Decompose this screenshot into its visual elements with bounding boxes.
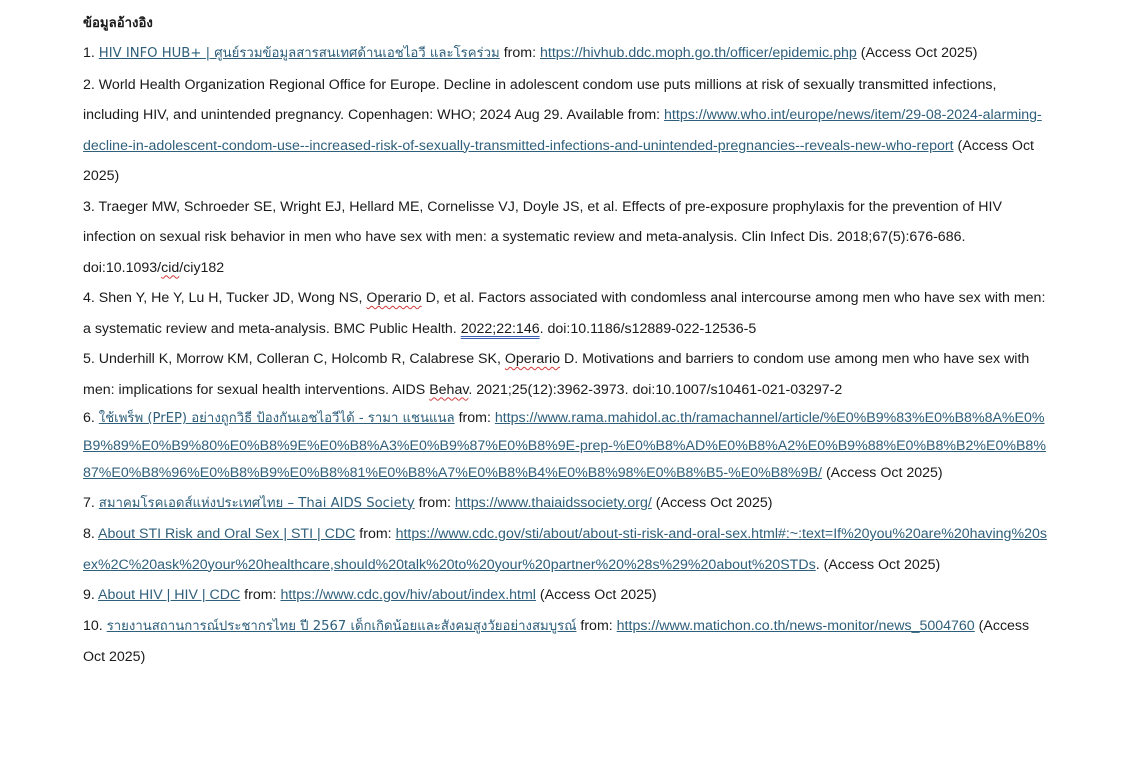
reference-title-link[interactable]: About HIV | HIV | CDC	[98, 587, 241, 603]
reference-item-1	[83, 38, 1048, 70]
reference-item-2	[83, 70, 1048, 192]
reference-url-link[interactable]: https://www.matichon.co.th/news-monitor/news_5004760	[616, 617, 975, 634]
reference-title-link[interactable]: ใช้เพร็พ (PrEP) อย่างถูกวิธี ป้องกันเอชไอวีได้ - รามา แชนแนล	[98, 411, 455, 426]
reference-item-9	[83, 580, 1048, 611]
access-note: (Access Oct 2025)	[83, 617, 1030, 665]
grammar-flag: 2022;22:146	[460, 320, 540, 337]
from-label: from:	[418, 494, 451, 511]
spellcheck-flag: Operario	[504, 351, 561, 367]
reference-number: 3.	[83, 198, 95, 215]
reference-number: 4.	[83, 290, 95, 306]
from-label: from:	[580, 617, 613, 634]
reference-citation: World Health Organization Regional Office for Europe. Decline in adolescent condom use puts millions at risk of sexually transmitted infections, including HIV, and unintended pregnancy. Copenhagen: WHO; 2024 Aug 29. Available from:	[83, 76, 997, 123]
reference-item-4	[83, 283, 1048, 344]
reference-item-6	[83, 405, 1048, 488]
reference-url-link[interactable]: https://www.cdc.gov/hiv/about/index.html	[280, 587, 536, 603]
reference-title-link[interactable]: HIV INFO HUB+ | ศูนย์รวมข้อมูลสารสนเทศด้านเอชไอวี และโรคร่วม	[98, 46, 500, 61]
reference-item-10	[83, 611, 1048, 673]
reference-number: 9.	[83, 587, 95, 603]
access-note: (Access Oct 2025)	[860, 45, 978, 61]
reference-url-link[interactable]: https://www.who.int/europe/news/item/29-08-2024-alarming-decline-in-adolescent-condom-use--increased-risk-of-sexually-transmitted-infections-and-unintended-pregnancies--reveals-new-who-report	[83, 107, 1042, 154]
reference-citation-tail: /ciy182	[179, 259, 225, 276]
reference-title-link[interactable]: About STI Risk and Oral Sex | STI | CDC	[98, 526, 356, 542]
reference-number: 6.	[83, 410, 95, 426]
reference-url-link[interactable]: https://www.cdc.gov/sti/about/about-sti-risk-and-oral-sex.html#:~:text=If%20you%20are%20having%20sex%2C%20ask%20your%20healthcare,should%20talk%20to%20your%20partner%20%28s%29%20about%20STDs	[83, 526, 1047, 573]
reference-item-3	[83, 192, 1048, 284]
reference-url-link[interactable]: https://hivhub.ddc.moph.go.th/officer/epidemic.php	[539, 45, 857, 61]
access-note: (Access Oct 2025)	[655, 494, 773, 511]
reference-item-7	[83, 488, 1048, 520]
reference-title-link[interactable]: สมาคมโรคเอดส์แห่งประเทศไทย – Thai AIDS Society	[98, 495, 415, 511]
from-label: from:	[458, 410, 491, 426]
spellcheck-flag: Operario	[366, 290, 422, 306]
from-label: from:	[244, 587, 277, 603]
reference-number: 2.	[83, 76, 95, 93]
access-note: (Access Oct 2025)	[539, 587, 657, 603]
access-note: . (Access Oct 2025)	[815, 556, 941, 573]
reference-citation-middle: D. Motivations and barriers to condom use among men who have sex with men: implications for sexual health interventions. AIDS	[83, 351, 1030, 398]
access-note: (Access Oct 2025)	[825, 465, 943, 481]
reference-citation: Underhill K, Morrow KM, Colleran C, Holcomb R, Calabrese SK,	[98, 351, 501, 367]
reference-citation-tail: . 2021;25(12):3962-3973. doi:10.1007/s10461-021-03297-2	[468, 381, 843, 398]
spellcheck-flag: cid	[161, 259, 180, 276]
references-heading: ข้อมูลอ้างอิง	[83, 16, 153, 31]
reference-number: 1.	[83, 45, 95, 61]
reference-citation: Traeger MW, Schroeder SE, Wright EJ, Hellard ME, Cornelisse VJ, Doyle JS, et al. Effects of pre-exposure prophylaxis for the prevention of HIV infection on sexual risk behavior in men who have sex with men: a systematic review and meta-analysis. Clin Infect Dis. 2018;67(5):676-686. doi:10.1093/	[83, 198, 1002, 276]
reference-number: 8.	[83, 526, 95, 542]
from-label: from:	[359, 526, 392, 542]
reference-title-link[interactable]: รายงานสถานการณ์ประชากรไทย ปี 2567 เด็กเกิดน้อยและสังคมสูงวัยอย่างสมบูรณ์	[106, 618, 577, 634]
reference-citation-tail: . doi:10.1186/s12889-022-12536-5	[539, 320, 757, 337]
access-note: (Access Oct 2025)	[83, 137, 1034, 184]
reference-number: 5.	[83, 351, 95, 367]
reference-item-8	[83, 519, 1048, 580]
reference-url-link[interactable]: https://www.rama.mahidol.ac.th/ramachannel/article/%E0%B9%83%E0%B8%8A%E0%B9%89%E0%B9%80%E0%B8%9E%E0%B8%A3%E0%B9%87%E0%B8%9E-prep-%E0%B8%AD%E0%B8%A2%E0%B9%88%E0%B8%B2%E0%B8%87%E0%B8%96%E0%B8%B9%E0%B8%81%E0%B8%A7%E0%B8%B4%E0%B8%98%E0%B8%B5-%E0%B8%9B/	[83, 410, 1046, 481]
reference-page	[83, 10, 1048, 673]
spellcheck-flag-2: Behav	[429, 381, 469, 398]
reference-url-link[interactable]: https://www.thaiaidssociety.org/	[454, 494, 652, 511]
reference-number: 10.	[83, 617, 103, 634]
from-label: from:	[503, 45, 537, 61]
reference-number: 7.	[83, 494, 95, 511]
reference-citation-middle: D, et al. Factors associated with condomless anal intercourse among men who have sex with men: a systematic review and meta-analysis. BMC Public Health.	[83, 290, 1046, 337]
reference-citation: Shen Y, He Y, Lu H, Tucker JD, Wong NS,	[98, 290, 363, 306]
reference-item-5	[83, 344, 1048, 405]
